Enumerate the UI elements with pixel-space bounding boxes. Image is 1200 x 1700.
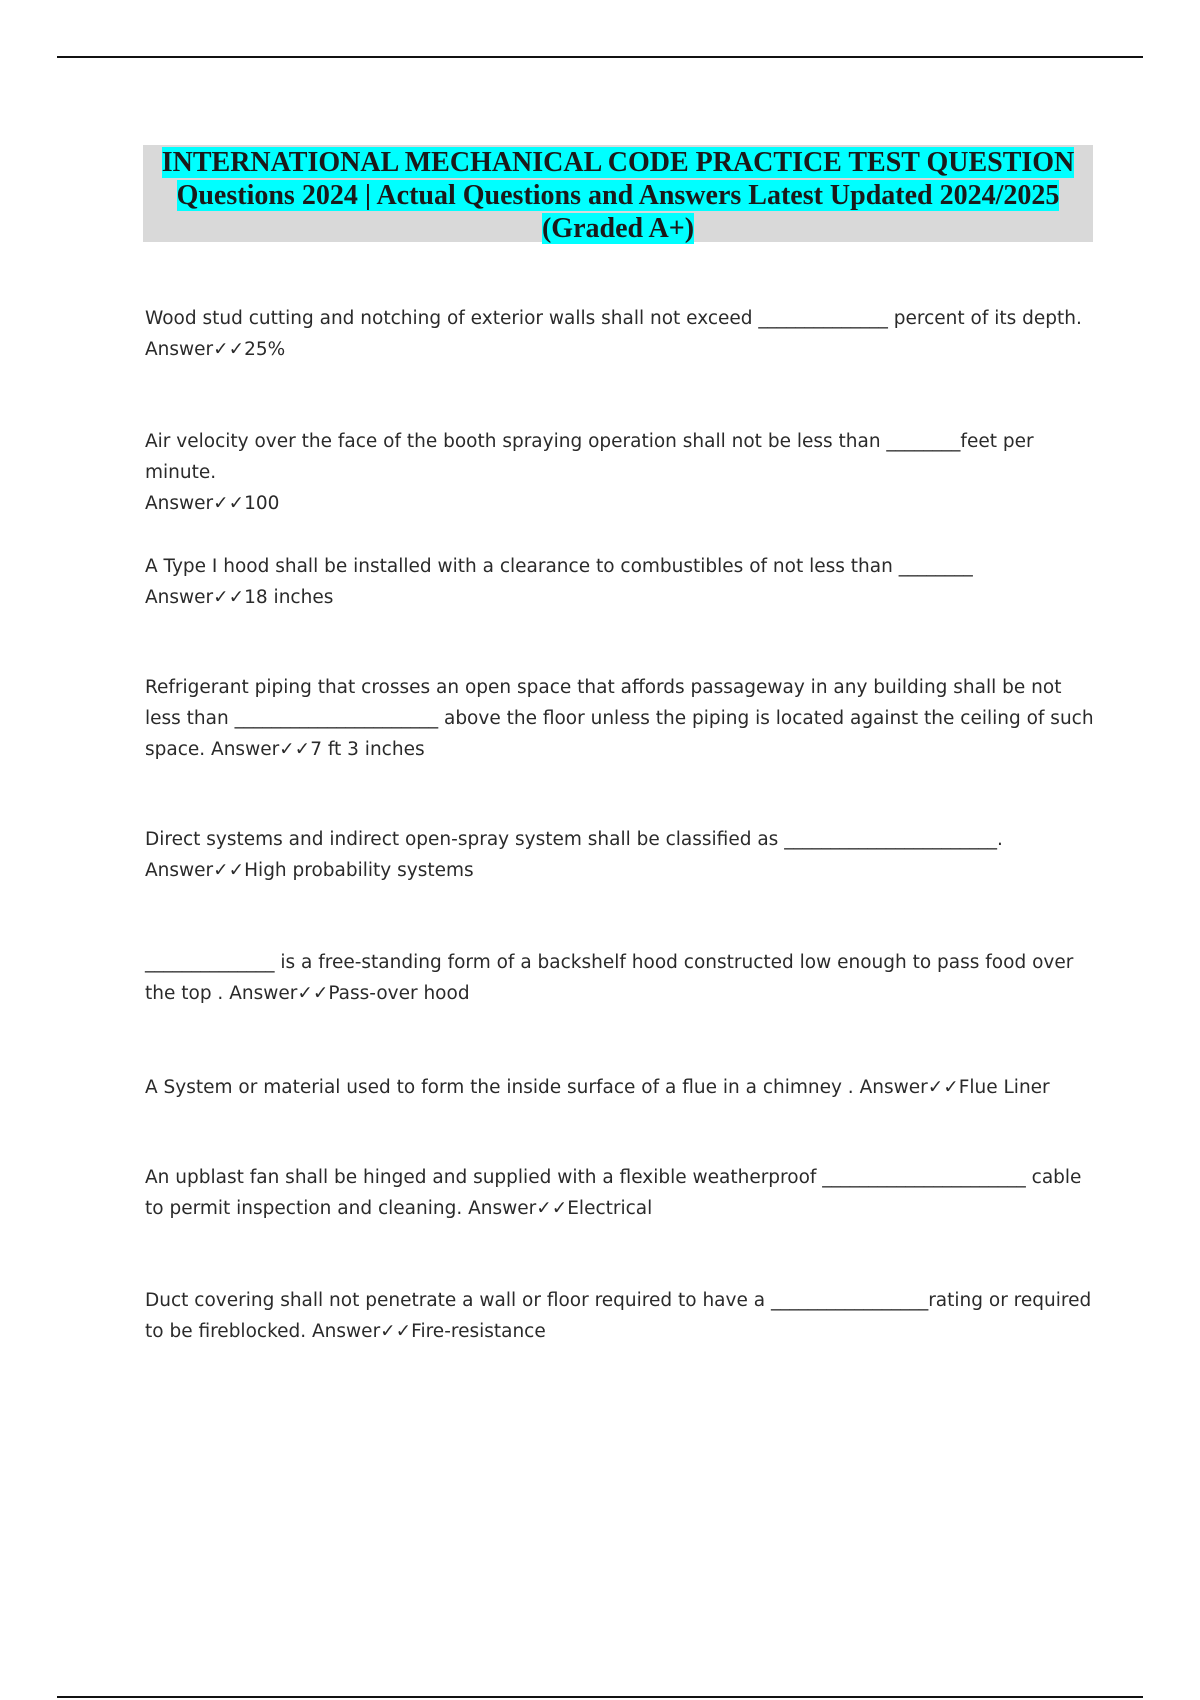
answer-text: High probability systems [244, 860, 474, 881]
qa-item-5 [145, 824, 1095, 886]
answer-label: Answer✓✓ [145, 493, 245, 514]
question-text: Duct covering shall not penetrate a wall or floor required to have a _________________rating or required to be fireblocked. [145, 1290, 1092, 1342]
answer-text: 100 [244, 493, 280, 514]
question-text: Direct systems and indirect open-spray system shall be classified as _______________________. [145, 829, 1003, 850]
answer-label: Answer✓✓ [145, 860, 245, 881]
answer-text: Electrical [567, 1198, 653, 1219]
title-line-3: (Graded A+) [541, 213, 695, 244]
answer-label: Answer✓✓ [468, 1198, 568, 1219]
title-line-1: INTERNATIONAL MECHANICAL CODE PRACTICE TEST QUESTION [161, 147, 1075, 178]
question-text: A System or material used to form the inside surface of a flue in a chimney . [145, 1077, 854, 1098]
qa-item-2 [145, 426, 1095, 519]
answer-label: Answer✓✓ [145, 587, 245, 608]
question-text: Air velocity over the face of the booth spraying operation shall not be less than ________feet per minute. [145, 431, 1034, 483]
answer-text: 18 inches [244, 587, 334, 608]
qa-item-9 [145, 1285, 1095, 1347]
title-line-2: Questions 2024 | Actual Questions and Answers Latest Updated 2024/2025 [176, 180, 1060, 211]
footer-rule [57, 1696, 1143, 1698]
answer-text: Fire-resistance [411, 1321, 546, 1342]
header-rule [57, 56, 1143, 58]
answer-label: Answer✓✓ [211, 739, 311, 760]
question-text: A Type I hood shall be installed with a clearance to combustibles of not less than ________ [145, 556, 973, 577]
answer-label: Answer✓✓ [145, 339, 245, 360]
qa-item-8 [145, 1162, 1095, 1224]
answer-text: Flue Liner [958, 1077, 1050, 1098]
answer-label: Answer✓✓ [229, 983, 329, 1004]
answer-label: Answer✓✓ [859, 1077, 959, 1098]
qa-item-6 [145, 947, 1095, 1009]
answer-label: Answer✓✓ [312, 1321, 412, 1342]
question-text: Refrigerant piping that crosses an open space that affords passageway in any building shall be not less than ______________________ above the floor unless the piping is located against the ceiling of such space. [145, 677, 1094, 760]
answer-text: Pass-over hood [328, 983, 470, 1004]
qa-item-4 [145, 672, 1095, 765]
question-text: An upblast fan shall be hinged and supplied with a flexible weatherproof ______________________ cable to permit inspection and cleaning. [145, 1167, 1082, 1219]
qa-item-1 [145, 303, 1095, 365]
document-title [143, 145, 1093, 242]
answer-text: 7 ft 3 inches [310, 739, 425, 760]
question-text: Wood stud cutting and notching of exterior walls shall not exceed ______________ percent of its depth. [145, 308, 1082, 329]
qa-item-7 [145, 1072, 1095, 1103]
answer-text: 25% [244, 339, 286, 360]
qa-item-3 [145, 551, 1095, 613]
question-text: ______________ is a free-standing form of a backshelf hood constructed low enough to pass food over the top . [145, 952, 1074, 1004]
